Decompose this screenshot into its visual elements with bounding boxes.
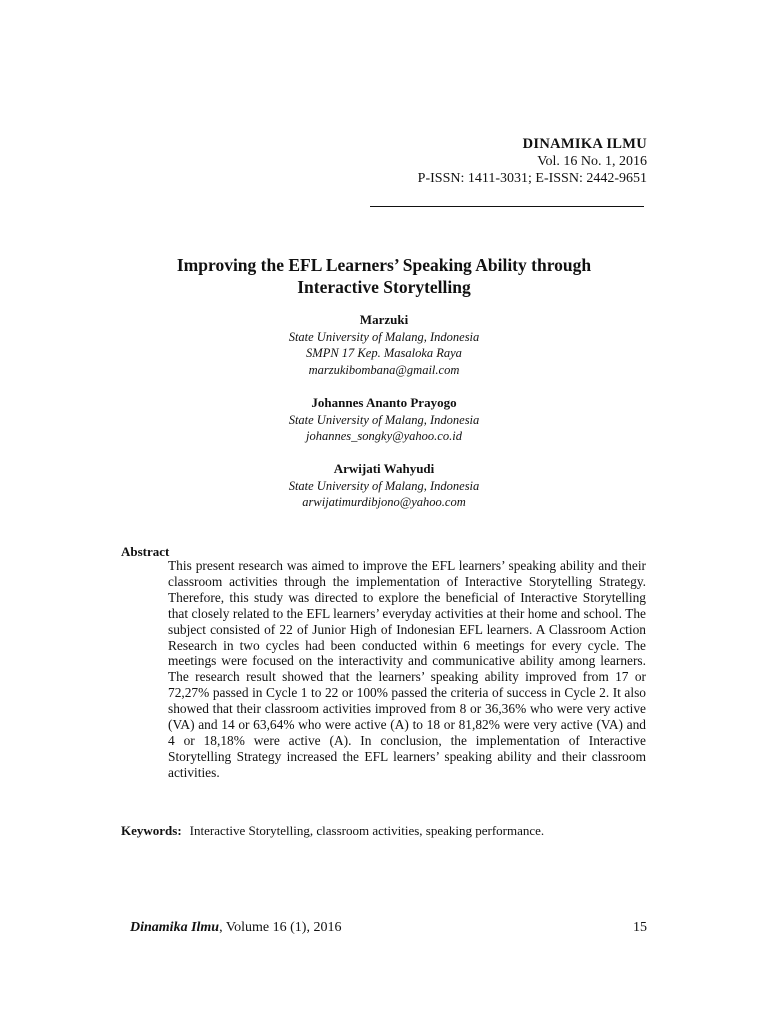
page-number: 15 (633, 920, 647, 935)
abstract-body: This present research was aimed to improve the EFL learners’ speaking ability and their classroom activities through the implementation of Interactive Storytelling Strategy. Therefore, this study was directed to explore the beneficial of Interactive Storytelling that closely related to the EFL learners’ everyday activities at their home and school. The subject consisted of 22 of Junior High of Indonesian EFL learners. A Classroom Action Research in two cycles had been conducted within 6 meetings for every cycle. The meetings were focused on the interactivity and communicative ability among learners. The research result showed that the learners’ speaking ability improved from 17 or 72,27% passed in Cycle 1 to 22 or 100% passed the criteria of success in Cycle 2. It also showed that their classroom activities improved from 8 or 36,36% who were very active (VA) and 14 or 63,64% who were active (A) to 18 or 81,82% were very active (VA) and 4 or 18,18% were active (A). In conclusion, the implementation of Interactive Storytelling Strategy increased the EFL learners’ speaking ability and their classroom activities. (168, 558, 646, 780)
author-email: marzukibombana@gmail.com (308, 362, 460, 377)
author-name: Johannes Ananto Prayogo (311, 395, 457, 410)
journal-header (418, 136, 647, 187)
journal-volume-issue: Vol. 16 No. 1, 2016 (537, 154, 647, 169)
footer-volume: , Volume 16 (1), 2016 (219, 920, 342, 935)
header-divider (370, 206, 644, 207)
author-affiliation: State University of Malang, Indonesia (288, 412, 480, 427)
paper-title (100, 254, 668, 298)
footer-citation (130, 920, 341, 936)
author-affiliation: SMPN 17 Kep. Masaloka Raya (306, 346, 462, 360)
author-1 (184, 312, 584, 378)
author-name: Marzuki (359, 312, 409, 327)
author-3 (184, 461, 584, 511)
journal-issn: P-ISSN: 1411-3031; E-ISSN: 2442-9651 (417, 171, 647, 186)
keywords-text: Interactive Storytelling, classroom activities, speaking performance. (189, 823, 545, 838)
paper-title-line-1: Improving the EFL Learners’ Speaking Ability through (176, 255, 592, 275)
journal-name: DINAMIKA ILMU (522, 136, 647, 152)
author-email: arwijatimurdibjono@yahoo.com (302, 495, 466, 509)
author-affiliation: State University of Malang, Indonesia (288, 329, 480, 344)
author-email: johannes_songky@yahoo.co.id (306, 429, 462, 443)
abstract-heading: Abstract (121, 544, 170, 559)
paper-title-line-2: Interactive Storytelling (297, 277, 471, 297)
keywords (121, 823, 681, 839)
author-name: Arwijati Wahyudi (333, 461, 435, 476)
keywords-label: Keywords: (121, 823, 182, 838)
footer-journal-name: Dinamika Ilmu (130, 920, 220, 935)
author-affiliation: State University of Malang, Indonesia (288, 478, 480, 493)
author-2 (184, 395, 584, 445)
